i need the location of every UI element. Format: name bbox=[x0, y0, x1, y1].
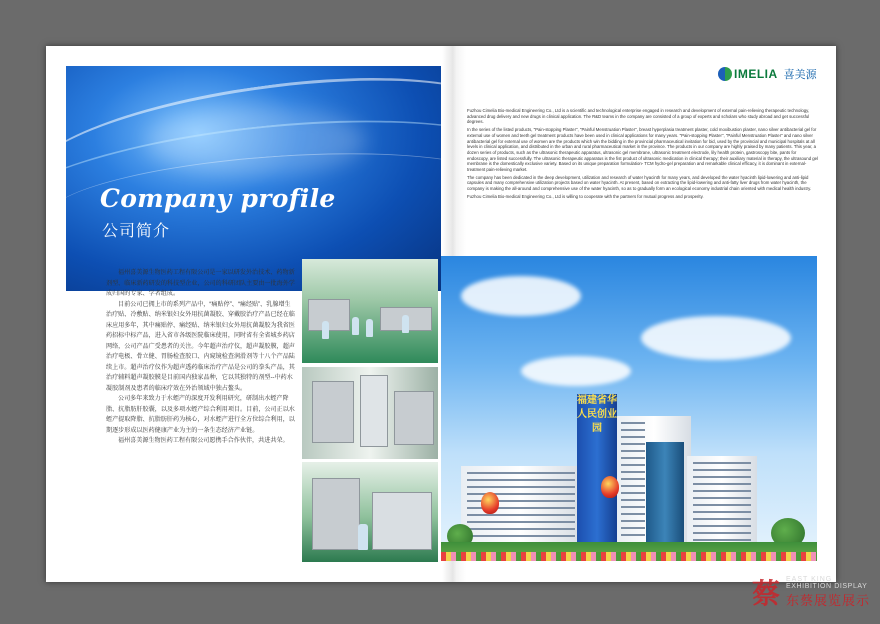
paragraph: The company has been dedicated in the deep development, utilization and research of water hyacinth for many years, and developed the water hyacinth lipid-lowering and anti-lipid capsules and many comprehensive utilization projects based on water hyacinth. At present, based on extracting the lipid-lowering and anti-fatty liver drugs from water hyacinth, the company is making the all-around and comprehensive use of the water hyacinth, so as to gradually form an ecological economy industrial chain oriented with medical health industry. bbox=[467, 174, 812, 192]
watermark-text bbox=[786, 576, 870, 609]
logo-icon bbox=[718, 67, 732, 81]
worker-figure bbox=[352, 317, 359, 335]
lantern-decoration bbox=[601, 476, 619, 498]
equipment-shape bbox=[360, 375, 388, 447]
paragraph: Fuzhou Cimelia Bio-medical Engineering Co., Ltd is a scientific and technological enterprise engaged in research and development of external pain-relieving therapeutic technology, advanced drug delivery and new drugs in clinical application. The R&D teams in the company are consisted of a group of experts and scholars who study abroad and get successful degrees. bbox=[467, 108, 810, 125]
building-windows bbox=[693, 462, 751, 542]
watermark-logo: 蔡 bbox=[751, 577, 780, 610]
chinese-body-text bbox=[106, 268, 296, 447]
header-banner bbox=[66, 66, 441, 291]
watermark-line2: EXHIBITION DISPLAY bbox=[785, 582, 868, 590]
sign-tower bbox=[577, 394, 617, 546]
paragraph: 目前公司已拥上市的系列产品中，“痛贴停”、“痛经贴”、乳腺增生治疗贴、冷敷贴、纳米银妇女外用抗菌凝胶、穿戴胶治疗产品已经在临床应用多年，其中痛贴停、痛经贴、纳米银妇女外用抗菌凝胶为我省医药招标中标产品，进入省市各级医院临床使用，同时省有全省城乡药店网络，公司产品广受患者的关注。今年超声治疗仪，超声凝胶膜，超声治疗电极、骨立健、胃肠检查胶口、内窥镜检查润滑剂等十八个产品陆续上市。超声治疗仪作为超声透药临床治疗产品是公司的拳头产品，其治疗辅料超声凝胶膜是目前国内独家品种，它以其独特的剂型--中药水凝胶制剂及患者的临床疗效在外治领域中独占鳌头。 bbox=[106, 300, 295, 392]
watermark-chinese: 东蔡展览展示 bbox=[785, 592, 870, 608]
company-logo bbox=[718, 66, 817, 82]
building-windows bbox=[621, 422, 645, 540]
brochure-spread bbox=[46, 46, 836, 582]
title-chinese: 公司简介 bbox=[102, 223, 171, 240]
title-english: Company profile bbox=[100, 184, 336, 213]
paragraph: In the series of the listed products, "Pain-stopping Plaster", "Painful Menstruation Plaster", breast hyperplasia treatment plaster, cold moxibustion plaster, nano silver antibacterial gel for external use of women and teeth gel treatment products have been used in clinical applications for many years. "Pain-stopping Plaster", "Painful Menstruation Plaster" and nano silver antibacterial gel for external use of women are the products which win the bidding in the provincial pharmaceutical invitation for bid, used by the provincial and municipal hospitals at all levels in clinical application, and distributed in the urban and rural pharmaceutical market in the province. The products in our company are highly praised by many patients. This year, a dozen series of products, such as the ultrasonic therapeutic apparatus, ultrasonic gel membrane, ultrasonic treatment electrode, lily health protein, gastroscopy bite, pants for endoscopy, are listed successfully. The ultrasonic therapeutic apparatus is the fist product of ultrasonic medication in clinical therapy; their auxiliary material in therapy, the ultrasound gel membrane is the domestically exclusive variety. Based on its unique preparation formulation- TCM hydro-gel preparation and remarkable clinical efficacy, it is dominant in external-treatment pain-relieving market. bbox=[467, 127, 819, 173]
paragraph: Fuzhou Cimelia Bio-medical Engineering Co., Ltd is willing to cooperate with the partners for mutual progress and prosperity. bbox=[467, 193, 704, 199]
paragraph: 福州喜美源生物医药工程有限公司是一家以研发外治技术、药物新剂型、临床新药研发的科技型企业，公司的科研团队主要由一批海外学成归国的专家、学者组成。 bbox=[106, 269, 295, 297]
equipment-shape bbox=[372, 492, 432, 550]
worker-figure bbox=[322, 321, 329, 339]
paragraph: 福州喜美源生物医药工程有限公司愿携手合作伙伴，共进共荣。 bbox=[118, 437, 289, 444]
cleanroom-photo bbox=[302, 259, 438, 363]
glass-facade bbox=[646, 442, 684, 542]
cloud-shape bbox=[461, 276, 581, 316]
worker-figure bbox=[402, 315, 409, 333]
production-line-photo bbox=[302, 367, 438, 459]
worker-figure bbox=[358, 524, 368, 550]
packaging-machine-photo bbox=[302, 462, 438, 562]
cloud-shape bbox=[521, 356, 631, 386]
paragraph: 公司多年来致力于水蛭产的深度开发利用研究，研制出水蛭产降脂、抗脂肪肝胶囊，以及多项水蛭产综合利用项目。目前，公司正以水蛭产提取降脂、抗脂肪肝药为核心，对水蛭产进行全方位综合利用，以期逐步形成以医药健康产业为主的一条生态经济产业链。 bbox=[106, 395, 295, 434]
watermark-line1: EAST KING bbox=[785, 575, 833, 583]
headquarters-photo bbox=[441, 256, 817, 561]
equipment-shape bbox=[394, 391, 434, 445]
equipment-shape bbox=[308, 299, 350, 331]
worker-figure bbox=[366, 319, 373, 337]
equipment-shape bbox=[312, 478, 360, 550]
english-body-text bbox=[467, 108, 819, 202]
equipment-shape bbox=[312, 381, 354, 443]
watermark bbox=[752, 572, 870, 612]
logo-text-chinese: 喜美源 bbox=[783, 69, 817, 81]
lantern-decoration bbox=[481, 492, 499, 514]
flower-bed bbox=[441, 552, 817, 561]
tower-sign-text: 福建省华人民创业园 bbox=[577, 395, 617, 434]
logo-text-english: IMELIA bbox=[734, 67, 778, 81]
cloud-shape bbox=[641, 316, 791, 360]
